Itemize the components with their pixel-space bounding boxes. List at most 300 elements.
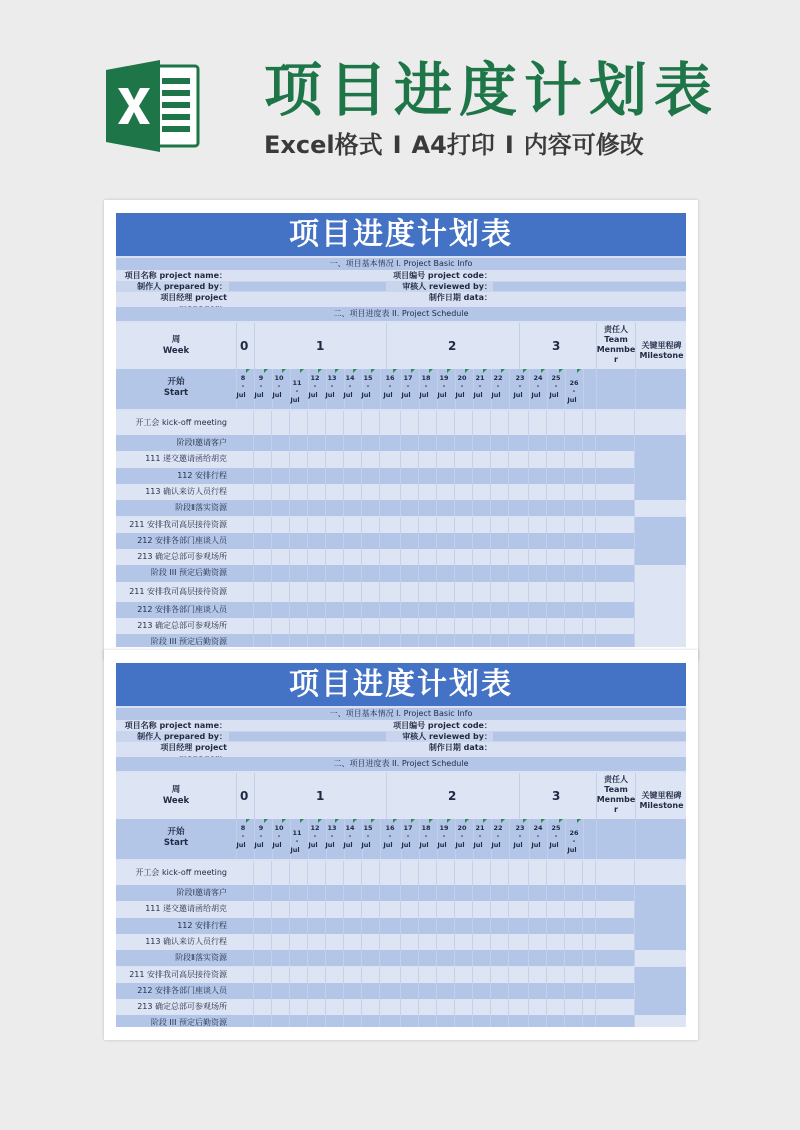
schedule-cell[interactable] xyxy=(326,533,344,549)
schedule-cell[interactable] xyxy=(308,435,326,451)
milestone-cell[interactable] xyxy=(635,517,686,533)
schedule-cell[interactable] xyxy=(547,549,565,565)
schedule-cell[interactable] xyxy=(596,602,635,618)
project-name-field[interactable] xyxy=(229,271,386,280)
schedule-cell[interactable] xyxy=(473,451,491,467)
schedule-cell[interactable] xyxy=(455,582,473,602)
schedule-cell[interactable] xyxy=(437,484,455,500)
schedule-cell[interactable] xyxy=(547,1015,565,1027)
schedule-cell[interactable] xyxy=(362,967,380,983)
schedule-cell[interactable] xyxy=(565,861,583,885)
schedule-cell[interactable] xyxy=(491,602,509,618)
schedule-cell[interactable] xyxy=(547,901,565,917)
schedule-cell[interactable] xyxy=(236,602,254,618)
schedule-cell[interactable] xyxy=(419,451,437,467)
schedule-cell[interactable] xyxy=(290,435,308,451)
schedule-cell[interactable] xyxy=(308,565,326,581)
schedule-cell[interactable] xyxy=(437,1015,455,1027)
schedule-cell[interactable] xyxy=(491,901,509,917)
schedule-cell[interactable] xyxy=(236,967,254,983)
schedule-cell[interactable] xyxy=(254,468,272,484)
schedule-cell[interactable] xyxy=(362,549,380,565)
schedule-cell[interactable] xyxy=(236,411,254,435)
schedule-cell[interactable] xyxy=(509,918,529,934)
schedule-cell[interactable] xyxy=(236,517,254,533)
schedule-cell[interactable] xyxy=(362,634,380,647)
schedule-cell[interactable] xyxy=(583,967,596,983)
schedule-cell[interactable] xyxy=(437,565,455,581)
schedule-cell[interactable] xyxy=(437,983,455,999)
schedule-cell[interactable] xyxy=(401,634,419,647)
schedule-cell[interactable] xyxy=(308,934,326,950)
schedule-cell[interactable] xyxy=(547,500,565,516)
schedule-cell[interactable] xyxy=(583,901,596,917)
schedule-cell[interactable] xyxy=(254,451,272,467)
milestone-cell[interactable] xyxy=(635,934,686,950)
schedule-cell[interactable] xyxy=(509,999,529,1015)
schedule-cell[interactable] xyxy=(437,861,455,885)
schedule-cell[interactable] xyxy=(491,500,509,516)
schedule-cell[interactable] xyxy=(344,967,362,983)
schedule-cell[interactable] xyxy=(308,411,326,435)
schedule-cell[interactable] xyxy=(326,634,344,647)
schedule-cell[interactable] xyxy=(509,435,529,451)
schedule-cell[interactable] xyxy=(509,484,529,500)
schedule-cell[interactable] xyxy=(290,634,308,647)
schedule-cell[interactable] xyxy=(326,918,344,934)
schedule-cell[interactable] xyxy=(455,411,473,435)
schedule-cell[interactable] xyxy=(509,618,529,634)
schedule-cell[interactable] xyxy=(419,517,437,533)
schedule-cell[interactable] xyxy=(401,618,419,634)
schedule-cell[interactable] xyxy=(326,885,344,901)
schedule-cell[interactable] xyxy=(236,451,254,467)
schedule-cell[interactable] xyxy=(401,565,419,581)
schedule-cell[interactable] xyxy=(254,901,272,917)
schedule-cell[interactable] xyxy=(362,533,380,549)
schedule-cell[interactable] xyxy=(326,484,344,500)
schedule-cell[interactable] xyxy=(419,549,437,565)
schedule-cell[interactable] xyxy=(344,918,362,934)
schedule-cell[interactable] xyxy=(437,533,455,549)
schedule-cell[interactable] xyxy=(236,500,254,516)
schedule-cell[interactable] xyxy=(254,549,272,565)
schedule-cell[interactable] xyxy=(473,500,491,516)
schedule-cell[interactable] xyxy=(583,549,596,565)
schedule-cell[interactable] xyxy=(455,533,473,549)
schedule-cell[interactable] xyxy=(236,861,254,885)
schedule-cell[interactable] xyxy=(491,918,509,934)
milestone-cell[interactable] xyxy=(635,999,686,1015)
schedule-cell[interactable] xyxy=(437,618,455,634)
milestone-cell[interactable] xyxy=(635,901,686,917)
schedule-cell[interactable] xyxy=(362,934,380,950)
schedule-cell[interactable] xyxy=(344,999,362,1015)
schedule-cell[interactable] xyxy=(529,451,547,467)
schedule-cell[interactable] xyxy=(473,999,491,1015)
schedule-cell[interactable] xyxy=(290,861,308,885)
schedule-cell[interactable] xyxy=(254,533,272,549)
schedule-cell[interactable] xyxy=(362,618,380,634)
schedule-cell[interactable] xyxy=(290,533,308,549)
schedule-cell[interactable] xyxy=(596,468,635,484)
schedule-cell[interactable] xyxy=(272,517,290,533)
schedule-cell[interactable] xyxy=(473,934,491,950)
schedule-cell[interactable] xyxy=(236,582,254,602)
schedule-cell[interactable] xyxy=(344,565,362,581)
schedule-cell[interactable] xyxy=(344,934,362,950)
schedule-cell[interactable] xyxy=(236,618,254,634)
schedule-cell[interactable] xyxy=(583,618,596,634)
schedule-cell[interactable] xyxy=(565,634,583,647)
schedule-cell[interactable] xyxy=(547,468,565,484)
schedule-cell[interactable] xyxy=(547,602,565,618)
schedule-cell[interactable] xyxy=(401,967,419,983)
schedule-cell[interactable] xyxy=(529,468,547,484)
schedule-cell[interactable] xyxy=(236,533,254,549)
schedule-cell[interactable] xyxy=(326,1015,344,1027)
schedule-cell[interactable] xyxy=(308,618,326,634)
schedule-cell[interactable] xyxy=(529,411,547,435)
schedule-cell[interactable] xyxy=(419,934,437,950)
schedule-cell[interactable] xyxy=(565,1015,583,1027)
schedule-cell[interactable] xyxy=(401,549,419,565)
schedule-cell[interactable] xyxy=(362,950,380,966)
schedule-cell[interactable] xyxy=(596,861,635,885)
schedule-cell[interactable] xyxy=(401,484,419,500)
milestone-cell[interactable] xyxy=(635,967,686,983)
schedule-cell[interactable] xyxy=(596,983,635,999)
schedule-cell[interactable] xyxy=(236,484,254,500)
schedule-cell[interactable] xyxy=(380,533,401,549)
schedule-cell[interactable] xyxy=(254,411,272,435)
schedule-cell[interactable] xyxy=(473,468,491,484)
schedule-cell[interactable] xyxy=(344,411,362,435)
milestone-cell[interactable] xyxy=(635,411,686,435)
schedule-cell[interactable] xyxy=(362,500,380,516)
milestone-cell[interactable] xyxy=(635,484,686,500)
schedule-cell[interactable] xyxy=(308,918,326,934)
schedule-cell[interactable] xyxy=(455,983,473,999)
schedule-cell[interactable] xyxy=(326,435,344,451)
schedule-cell[interactable] xyxy=(509,983,529,999)
schedule-cell[interactable] xyxy=(326,565,344,581)
schedule-cell[interactable] xyxy=(308,999,326,1015)
schedule-cell[interactable] xyxy=(290,934,308,950)
schedule-cell[interactable] xyxy=(547,634,565,647)
schedule-cell[interactable] xyxy=(254,999,272,1015)
schedule-cell[interactable] xyxy=(509,549,529,565)
project-code-field[interactable] xyxy=(493,721,686,730)
schedule-cell[interactable] xyxy=(401,918,419,934)
schedule-cell[interactable] xyxy=(419,565,437,581)
schedule-cell[interactable] xyxy=(565,901,583,917)
schedule-cell[interactable] xyxy=(254,983,272,999)
schedule-cell[interactable] xyxy=(547,484,565,500)
schedule-cell[interactable] xyxy=(583,500,596,516)
schedule-cell[interactable] xyxy=(272,565,290,581)
schedule-cell[interactable] xyxy=(272,602,290,618)
schedule-cell[interactable] xyxy=(583,1015,596,1027)
schedule-cell[interactable] xyxy=(236,1015,254,1027)
milestone-cell[interactable] xyxy=(635,618,686,634)
schedule-cell[interactable] xyxy=(509,967,529,983)
schedule-cell[interactable] xyxy=(344,451,362,467)
schedule-cell[interactable] xyxy=(491,885,509,901)
project-manager-field[interactable] xyxy=(229,743,386,752)
schedule-cell[interactable] xyxy=(308,549,326,565)
schedule-cell[interactable] xyxy=(547,411,565,435)
schedule-cell[interactable] xyxy=(272,861,290,885)
schedule-cell[interactable] xyxy=(344,533,362,549)
schedule-cell[interactable] xyxy=(509,451,529,467)
schedule-cell[interactable] xyxy=(547,950,565,966)
schedule-cell[interactable] xyxy=(583,451,596,467)
schedule-cell[interactable] xyxy=(509,500,529,516)
schedule-cell[interactable] xyxy=(236,549,254,565)
schedule-cell[interactable] xyxy=(419,602,437,618)
schedule-cell[interactable] xyxy=(380,517,401,533)
schedule-cell[interactable] xyxy=(380,451,401,467)
schedule-cell[interactable] xyxy=(419,435,437,451)
schedule-cell[interactable] xyxy=(308,983,326,999)
schedule-cell[interactable] xyxy=(491,435,509,451)
schedule-cell[interactable] xyxy=(308,500,326,516)
schedule-cell[interactable] xyxy=(455,901,473,917)
schedule-cell[interactable] xyxy=(565,468,583,484)
schedule-cell[interactable] xyxy=(473,435,491,451)
schedule-cell[interactable] xyxy=(455,950,473,966)
schedule-cell[interactable] xyxy=(236,435,254,451)
schedule-cell[interactable] xyxy=(344,950,362,966)
schedule-cell[interactable] xyxy=(473,918,491,934)
schedule-cell[interactable] xyxy=(437,411,455,435)
reviewed-by-field[interactable] xyxy=(493,732,686,741)
schedule-cell[interactable] xyxy=(362,484,380,500)
schedule-cell[interactable] xyxy=(547,565,565,581)
schedule-cell[interactable] xyxy=(236,934,254,950)
schedule-cell[interactable] xyxy=(272,582,290,602)
schedule-cell[interactable] xyxy=(596,618,635,634)
schedule-cell[interactable] xyxy=(326,901,344,917)
schedule-cell[interactable] xyxy=(290,918,308,934)
schedule-cell[interactable] xyxy=(529,517,547,533)
schedule-cell[interactable] xyxy=(308,468,326,484)
schedule-cell[interactable] xyxy=(326,950,344,966)
schedule-cell[interactable] xyxy=(491,967,509,983)
schedule-cell[interactable] xyxy=(491,517,509,533)
milestone-cell[interactable] xyxy=(635,533,686,549)
schedule-cell[interactable] xyxy=(344,634,362,647)
schedule-cell[interactable] xyxy=(344,885,362,901)
schedule-cell[interactable] xyxy=(583,918,596,934)
schedule-cell[interactable] xyxy=(344,484,362,500)
schedule-cell[interactable] xyxy=(290,901,308,917)
schedule-cell[interactable] xyxy=(455,999,473,1015)
schedule-cell[interactable] xyxy=(419,983,437,999)
schedule-cell[interactable] xyxy=(437,500,455,516)
schedule-cell[interactable] xyxy=(254,618,272,634)
schedule-cell[interactable] xyxy=(529,901,547,917)
prepared-by-field[interactable] xyxy=(229,282,386,291)
schedule-cell[interactable] xyxy=(380,582,401,602)
schedule-cell[interactable] xyxy=(565,618,583,634)
schedule-cell[interactable] xyxy=(547,967,565,983)
schedule-cell[interactable] xyxy=(254,1015,272,1027)
milestone-cell[interactable] xyxy=(635,1015,686,1027)
schedule-cell[interactable] xyxy=(491,468,509,484)
milestone-cell[interactable] xyxy=(635,918,686,934)
schedule-cell[interactable] xyxy=(290,565,308,581)
schedule-cell[interactable] xyxy=(455,1015,473,1027)
schedule-cell[interactable] xyxy=(529,484,547,500)
schedule-cell[interactable] xyxy=(362,983,380,999)
schedule-cell[interactable] xyxy=(362,885,380,901)
schedule-cell[interactable] xyxy=(290,999,308,1015)
schedule-cell[interactable] xyxy=(308,533,326,549)
schedule-cell[interactable] xyxy=(254,861,272,885)
schedule-cell[interactable] xyxy=(401,435,419,451)
schedule-cell[interactable] xyxy=(547,435,565,451)
schedule-cell[interactable] xyxy=(419,484,437,500)
schedule-cell[interactable] xyxy=(401,999,419,1015)
schedule-cell[interactable] xyxy=(547,861,565,885)
schedule-cell[interactable] xyxy=(326,934,344,950)
schedule-cell[interactable] xyxy=(308,517,326,533)
schedule-cell[interactable] xyxy=(565,602,583,618)
schedule-cell[interactable] xyxy=(455,934,473,950)
schedule-cell[interactable] xyxy=(236,901,254,917)
schedule-cell[interactable] xyxy=(344,618,362,634)
schedule-cell[interactable] xyxy=(272,533,290,549)
schedule-cell[interactable] xyxy=(362,602,380,618)
schedule-cell[interactable] xyxy=(254,565,272,581)
schedule-cell[interactable] xyxy=(308,634,326,647)
schedule-cell[interactable] xyxy=(380,618,401,634)
schedule-cell[interactable] xyxy=(344,861,362,885)
schedule-cell[interactable] xyxy=(455,602,473,618)
schedule-cell[interactable] xyxy=(344,500,362,516)
schedule-cell[interactable] xyxy=(419,950,437,966)
schedule-cell[interactable] xyxy=(455,918,473,934)
schedule-cell[interactable] xyxy=(509,950,529,966)
schedule-cell[interactable] xyxy=(565,967,583,983)
schedule-cell[interactable] xyxy=(290,411,308,435)
schedule-cell[interactable] xyxy=(596,934,635,950)
schedule-cell[interactable] xyxy=(344,517,362,533)
milestone-cell[interactable] xyxy=(635,435,686,451)
schedule-cell[interactable] xyxy=(547,517,565,533)
schedule-cell[interactable] xyxy=(308,602,326,618)
schedule-cell[interactable] xyxy=(290,484,308,500)
schedule-cell[interactable] xyxy=(419,582,437,602)
schedule-cell[interactable] xyxy=(290,885,308,901)
prepared-by-field[interactable] xyxy=(229,732,386,741)
schedule-cell[interactable] xyxy=(401,934,419,950)
schedule-cell[interactable] xyxy=(362,999,380,1015)
schedule-cell[interactable] xyxy=(437,468,455,484)
schedule-cell[interactable] xyxy=(326,983,344,999)
schedule-cell[interactable] xyxy=(547,999,565,1015)
schedule-cell[interactable] xyxy=(419,411,437,435)
schedule-cell[interactable] xyxy=(254,602,272,618)
schedule-cell[interactable] xyxy=(473,549,491,565)
schedule-cell[interactable] xyxy=(380,549,401,565)
schedule-cell[interactable] xyxy=(419,885,437,901)
schedule-cell[interactable] xyxy=(272,435,290,451)
schedule-cell[interactable] xyxy=(473,582,491,602)
schedule-cell[interactable] xyxy=(596,435,635,451)
schedule-cell[interactable] xyxy=(565,885,583,901)
schedule-cell[interactable] xyxy=(290,983,308,999)
schedule-cell[interactable] xyxy=(236,983,254,999)
schedule-cell[interactable] xyxy=(290,468,308,484)
schedule-cell[interactable] xyxy=(419,999,437,1015)
schedule-cell[interactable] xyxy=(272,934,290,950)
schedule-cell[interactable] xyxy=(380,950,401,966)
schedule-cell[interactable] xyxy=(380,999,401,1015)
schedule-cell[interactable] xyxy=(455,565,473,581)
schedule-cell[interactable] xyxy=(583,934,596,950)
schedule-cell[interactable] xyxy=(254,885,272,901)
schedule-cell[interactable] xyxy=(547,934,565,950)
schedule-cell[interactable] xyxy=(380,500,401,516)
schedule-cell[interactable] xyxy=(565,451,583,467)
schedule-cell[interactable] xyxy=(583,565,596,581)
schedule-cell[interactable] xyxy=(583,533,596,549)
schedule-cell[interactable] xyxy=(596,565,635,581)
schedule-cell[interactable] xyxy=(419,967,437,983)
schedule-cell[interactable] xyxy=(236,999,254,1015)
schedule-cell[interactable] xyxy=(529,983,547,999)
milestone-cell[interactable] xyxy=(635,634,686,647)
schedule-cell[interactable] xyxy=(272,999,290,1015)
milestone-cell[interactable] xyxy=(635,500,686,516)
schedule-cell[interactable] xyxy=(473,861,491,885)
schedule-cell[interactable] xyxy=(565,999,583,1015)
schedule-cell[interactable] xyxy=(583,885,596,901)
schedule-cell[interactable] xyxy=(455,618,473,634)
schedule-cell[interactable] xyxy=(236,565,254,581)
schedule-cell[interactable] xyxy=(344,549,362,565)
schedule-cell[interactable] xyxy=(473,885,491,901)
schedule-cell[interactable] xyxy=(236,634,254,647)
schedule-cell[interactable] xyxy=(380,918,401,934)
schedule-cell[interactable] xyxy=(326,500,344,516)
schedule-cell[interactable] xyxy=(529,500,547,516)
schedule-cell[interactable] xyxy=(583,411,596,435)
schedule-cell[interactable] xyxy=(326,618,344,634)
schedule-cell[interactable] xyxy=(509,885,529,901)
schedule-cell[interactable] xyxy=(344,468,362,484)
schedule-cell[interactable] xyxy=(491,565,509,581)
schedule-cell[interactable] xyxy=(529,918,547,934)
schedule-cell[interactable] xyxy=(401,885,419,901)
schedule-cell[interactable] xyxy=(473,517,491,533)
schedule-cell[interactable] xyxy=(290,582,308,602)
schedule-cell[interactable] xyxy=(473,634,491,647)
schedule-cell[interactable] xyxy=(583,484,596,500)
schedule-cell[interactable] xyxy=(437,967,455,983)
schedule-cell[interactable] xyxy=(455,634,473,647)
schedule-cell[interactable] xyxy=(473,901,491,917)
schedule-cell[interactable] xyxy=(596,451,635,467)
schedule-cell[interactable] xyxy=(473,967,491,983)
schedule-cell[interactable] xyxy=(491,634,509,647)
schedule-cell[interactable] xyxy=(308,1015,326,1027)
schedule-cell[interactable] xyxy=(565,983,583,999)
schedule-cell[interactable] xyxy=(596,484,635,500)
